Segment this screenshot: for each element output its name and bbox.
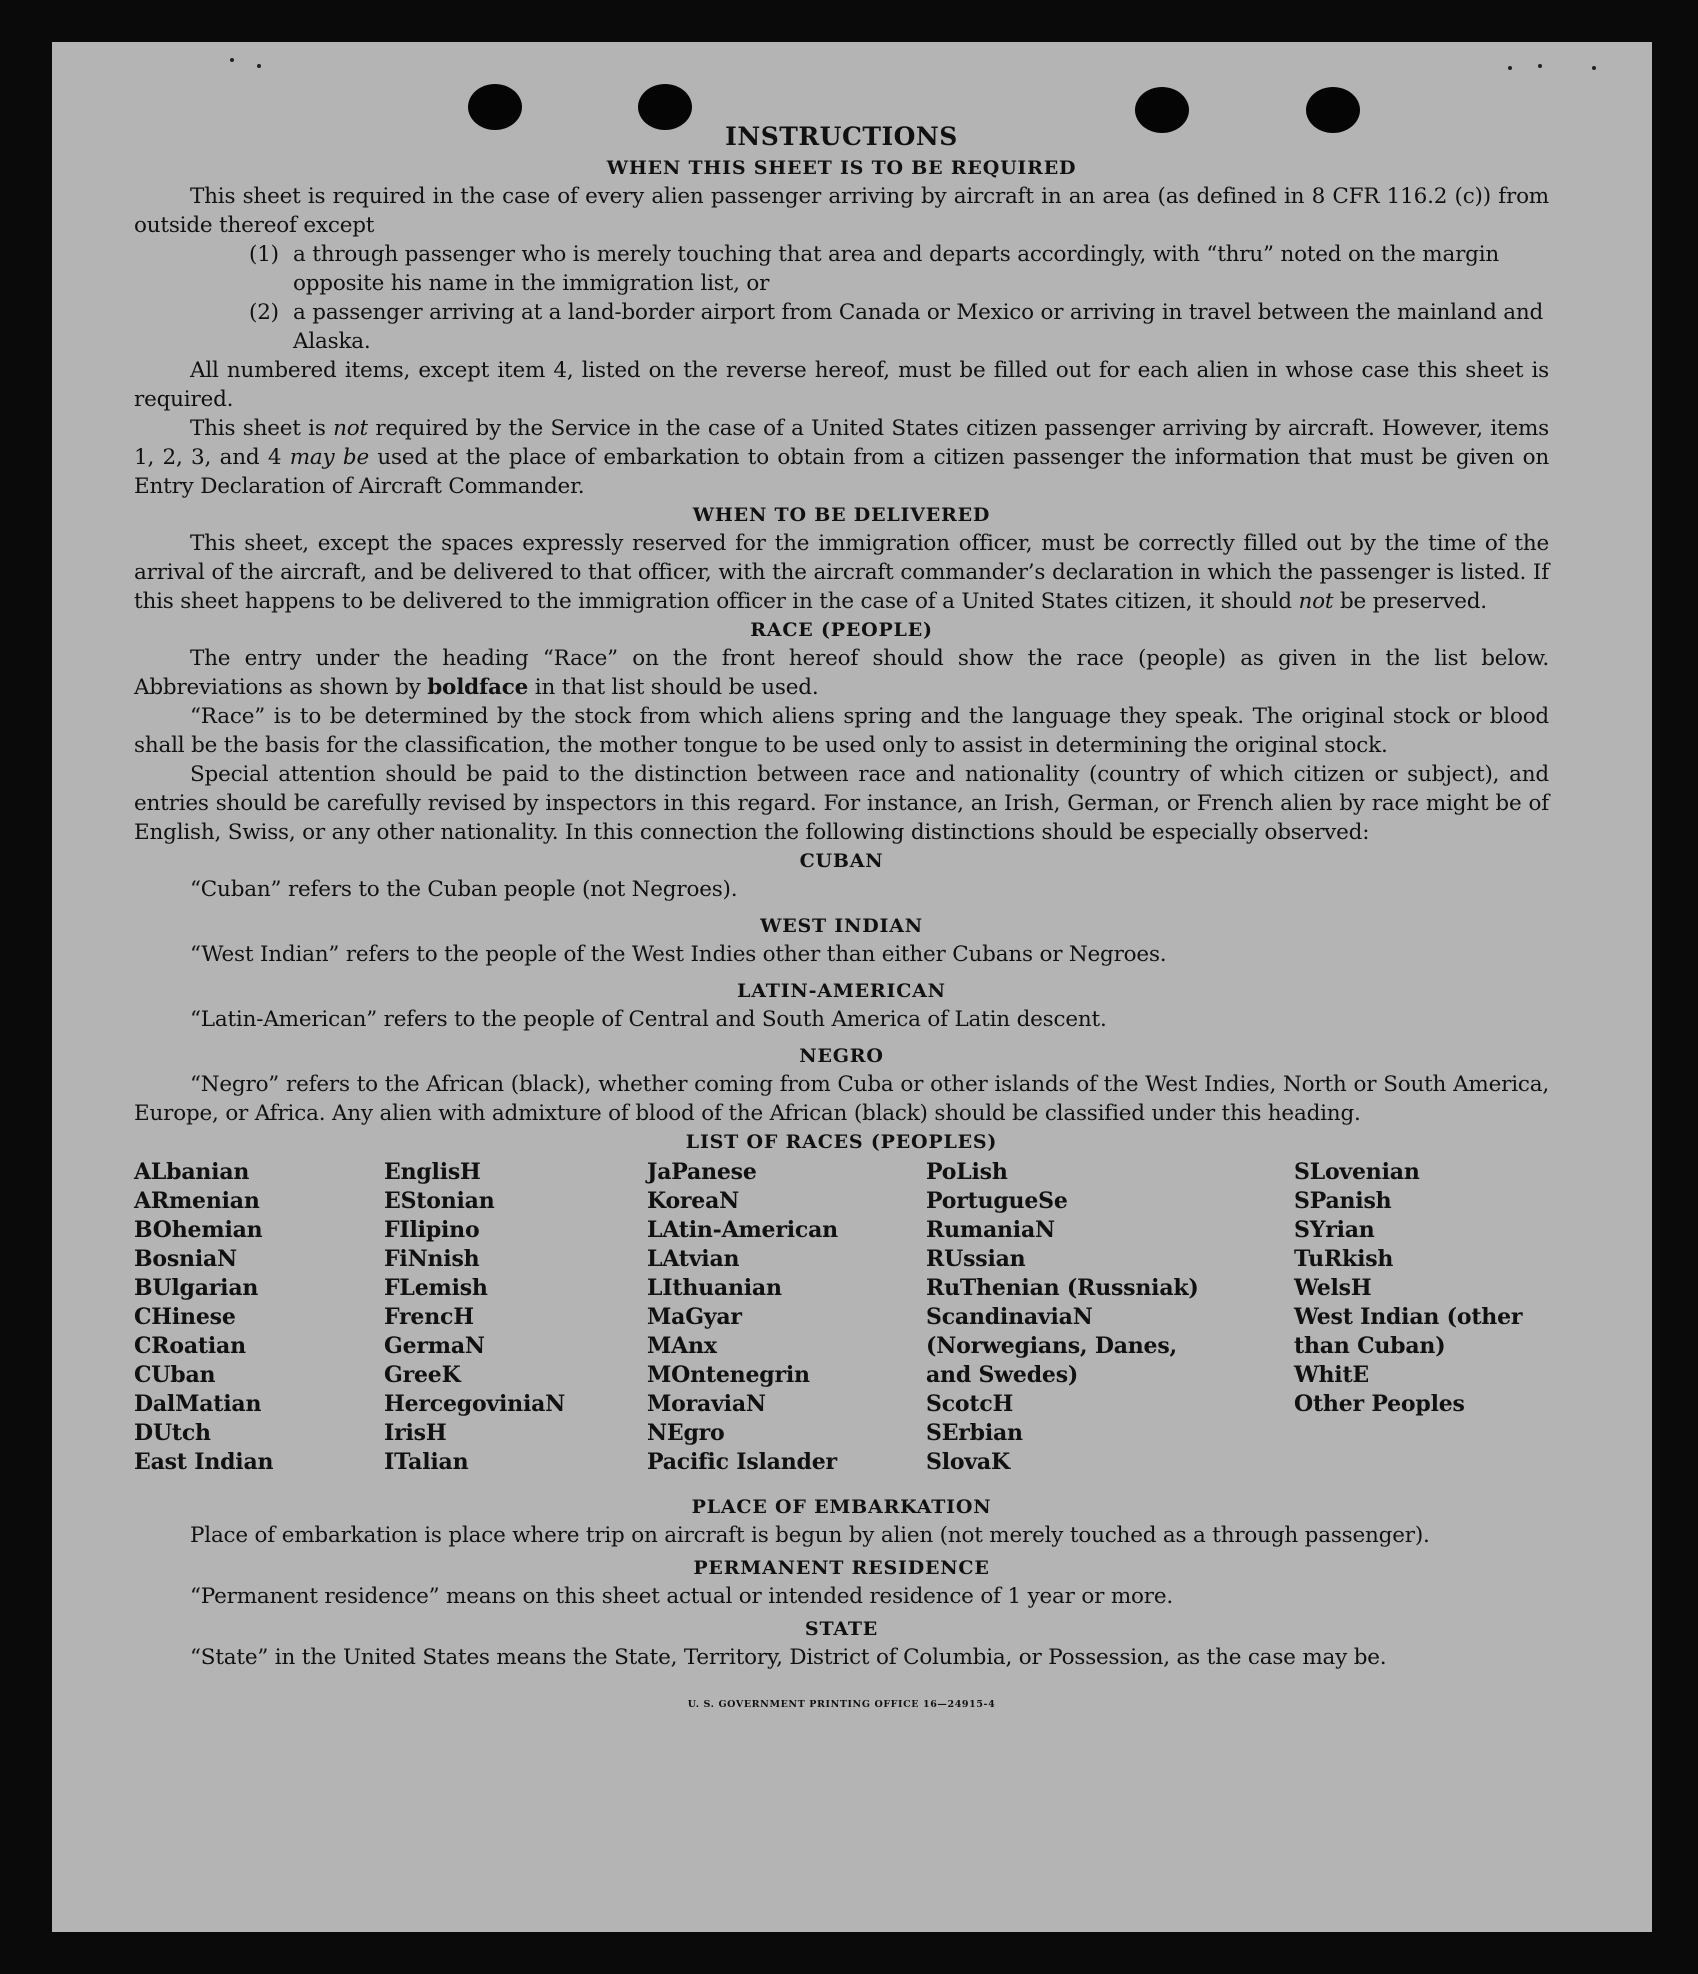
paragraph: “Permanent residence” means on this sheet actual or intended residence of 1 year or more. (190, 1584, 1173, 1609)
section-heading: STATE (804, 1618, 879, 1640)
exception-item (249, 240, 1549, 298)
section-heading: WHEN THIS SHEET IS TO BE REQUIRED (606, 157, 1077, 179)
paragraph: The entry under the heading “Race” on the front hereof should show the race (people) as given in the list below. Abbreviations as shown by boldface in that list should be used. (134, 646, 1549, 700)
race-item: RuThenian (Russniak) (926, 1275, 1199, 1301)
race-item: GreeK (384, 1362, 461, 1388)
race-item: ScotcH (926, 1391, 1014, 1417)
exception-number: (2) (249, 300, 279, 325)
race-item: FLemish (384, 1275, 488, 1301)
race-item: KoreaN (647, 1188, 740, 1214)
definition-text: “Cuban” refers to the Cuban people (not Negroes). (190, 877, 738, 902)
race-item: EnglisH (384, 1159, 481, 1185)
speck (1592, 66, 1596, 70)
race-item: WhitE (1294, 1362, 1369, 1388)
exception-item (249, 298, 1549, 356)
race-item: MAnx (647, 1333, 717, 1359)
race-item: West Indian (other than Cuban) (1294, 1304, 1523, 1359)
race-item: FiNnish (384, 1246, 480, 1272)
races-column (134, 1158, 273, 1477)
race-item: MaGyar (647, 1304, 742, 1330)
race-item: MOntenegrin (647, 1362, 810, 1388)
races-column (647, 1158, 838, 1477)
race-item: LAtin-American (647, 1217, 838, 1243)
race-item: ARmenian (134, 1188, 260, 1214)
race-item: FrencH (384, 1304, 474, 1330)
paragraph: Special attention should be paid to the distinction between race and nationality (country of which citizen or subject), and entries should be carefully revised by inspectors in this regard. For instance, an Irish, German, or French alien by race might be of English, Swiss, or any other nationality. In this connection the following distinctions should be especially observed: (134, 762, 1549, 845)
race-item: MoraviaN (647, 1391, 766, 1417)
race-item: BUlgarian (134, 1275, 259, 1301)
exception-text: a passenger arriving at a land-border airport from Canada or Mexico or arriving in travel between the mainland and Alaska. (293, 300, 1544, 354)
definition-text: “Negro” refers to the African (black), whether coming from Cuba or other islands of the West Indies, North or South America, Europe, or Africa. Any alien with admixture of blood of the African (black) should be classified under this heading. (134, 1072, 1549, 1126)
race-item: DUtch (134, 1420, 211, 1446)
race-item: TuRkish (1294, 1246, 1394, 1272)
races-column (1294, 1158, 1549, 1419)
race-item: RumaniaN (926, 1217, 1055, 1243)
race-item: PoLish (926, 1159, 1008, 1185)
speck (1538, 64, 1542, 68)
race-item: Pacific Islander (647, 1449, 837, 1475)
page-title: INSTRUCTIONS (725, 122, 958, 151)
speck (230, 58, 234, 62)
paragraph: This sheet is not required by the Service in the case of a United States citizen passenger arriving by aircraft. However, items 1, 2, 3, and 4 may be used at the place of embarkation to obtain from a citizen passenger the information that must be given on Entry Declaration of Aircraft Commander. (134, 416, 1549, 499)
race-item: DalMatian (134, 1391, 262, 1417)
race-item: LAtvian (647, 1246, 740, 1272)
race-item: PortugueSe (926, 1188, 1068, 1214)
definition-text: “West Indian” refers to the people of the West Indies other than either Cubans or Negroes. (190, 942, 1167, 967)
race-item: GermaN (384, 1333, 485, 1359)
definition-heading: WEST INDIAN (760, 915, 923, 937)
race-item: LIthuanian (647, 1275, 782, 1301)
printer-imprint: U. S. GOVERNMENT PRINTING OFFICE 16—24915-4 (687, 1699, 996, 1710)
race-item: SYrian (1294, 1217, 1375, 1243)
intro-paragraph: This sheet is required in the case of every alien passenger arriving by aircraft in an area (as defined in 8 CFR 116.2 (c)) from outside thereof except (134, 184, 1549, 238)
definition-text: “Latin-American” refers to the people of Central and South America of Latin descent. (190, 1007, 1107, 1032)
race-item: SPanish (1294, 1188, 1392, 1214)
paragraph: This sheet, except the spaces expressly reserved for the immigration officer, must be correctly filled out by the time of the arrival of the aircraft, and be delivered to that officer, with the aircraft commander’s declaration in which the passenger is listed. If this sheet happens to be delivered to the immigration officer in the case of a United States citizen, it should not be preserved. (134, 531, 1549, 614)
race-item: SlovaK (926, 1449, 1010, 1475)
race-item: ALbanian (134, 1159, 250, 1185)
definition-heading: LATIN-AMERICAN (737, 980, 946, 1002)
paragraph: Place of embarkation is place where trip on aircraft is begun by alien (not merely touched as a through passenger). (190, 1523, 1430, 1548)
race-item: BOhemian (134, 1217, 263, 1243)
race-item: SLovenian (1294, 1159, 1420, 1185)
document-sheet (52, 42, 1652, 1932)
races-column (926, 1158, 1221, 1477)
races-column (384, 1158, 565, 1477)
race-item: BosniaN (134, 1246, 237, 1272)
paragraph: “State” in the United States means the State, Territory, District of Columbia, or Possession, as the case may be. (190, 1645, 1387, 1670)
speck (257, 64, 261, 68)
section-heading: PLACE OF EMBARKATION (691, 1496, 992, 1518)
race-item: FIlipino (384, 1217, 480, 1243)
race-item: RUssian (926, 1246, 1026, 1272)
race-item: CRoatian (134, 1333, 246, 1359)
section-heading: WHEN TO BE DELIVERED (692, 504, 991, 526)
race-item: WelsH (1294, 1275, 1372, 1301)
race-item: JaPanese (647, 1159, 757, 1185)
definition-heading: NEGRO (799, 1045, 884, 1067)
races-heading: LIST OF RACES (PEOPLES) (685, 1131, 998, 1153)
speck (1508, 66, 1512, 70)
race-item: EStonian (384, 1188, 495, 1214)
races-list (134, 1158, 1549, 1493)
section-heading: RACE (PEOPLE) (750, 619, 933, 641)
race-item: IrisH (384, 1420, 447, 1446)
race-item: ScandinaviaN (Norwegians, Danes, and Swedes) (926, 1304, 1177, 1388)
race-item: CUban (134, 1362, 216, 1388)
paragraph: “Race” is to be determined by the stock from which aliens spring and the language they speak. The original stock or blood shall be the basis for the classification, the mother tongue to be used only to assist in determining the original stock. (134, 704, 1549, 758)
race-item: SErbian (926, 1420, 1023, 1446)
race-item: CHinese (134, 1304, 236, 1330)
paragraph: All numbered items, except item 4, listed on the reverse hereof, must be filled out for each alien in whose case this sheet is required. (134, 358, 1549, 412)
instructions-content (134, 120, 1549, 1719)
race-item: ITalian (384, 1449, 469, 1475)
section-heading: PERMANENT RESIDENCE (693, 1557, 990, 1579)
race-item: NEgro (647, 1420, 725, 1446)
race-item: HercegoviniaN (384, 1391, 566, 1417)
exception-number: (1) (249, 242, 279, 267)
race-item: East Indian (134, 1449, 274, 1475)
exception-text: a through passenger who is merely touching that area and departs accordingly, with “thru” noted on the margin opposite his name in the immigration list, or (293, 242, 1500, 296)
definition-heading: CUBAN (799, 850, 884, 872)
race-item: Other Peoples (1294, 1391, 1465, 1417)
